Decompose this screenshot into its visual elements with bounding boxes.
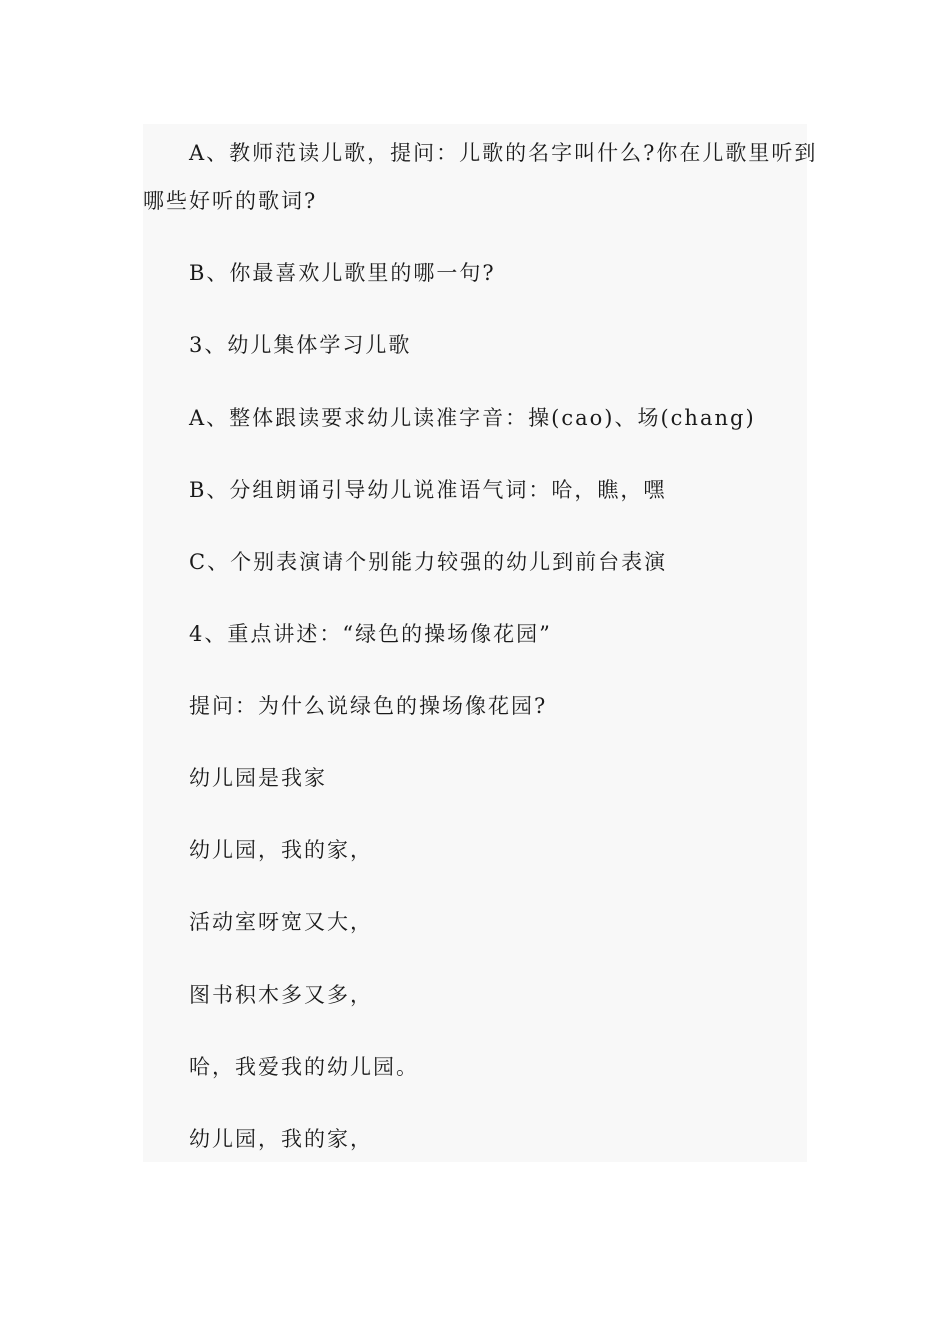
poem-line-5: 幼儿园，我的家， (189, 1127, 373, 1151)
poem-line-1: 幼儿园，我的家， (189, 838, 373, 862)
paragraph-line-6: C、个别表演请个别能力较强的幼儿到前台表演 (189, 550, 668, 574)
poem-line-3: 图书积木多又多， (189, 983, 373, 1007)
poem-line-2: 活动室呀宽又大， (189, 910, 373, 934)
paragraph-line-5: B、分组朗诵引导幼儿说准语气词：哈，瞧，嘿 (189, 478, 667, 502)
document-page (143, 124, 818, 1162)
section-heading-4: 4、重点讲述：“绿色的操场像花园” (189, 622, 552, 646)
paragraph-line-7: 提问：为什么说绿色的操场像花园? (189, 694, 548, 718)
paragraph-line-4: A、整体跟读要求幼儿读准字音：操(cao)、场(chang) (189, 406, 756, 430)
section-heading-3: 3、幼儿集体学习儿歌 (189, 333, 412, 357)
paragraph-line-3: B、你最喜欢儿歌里的哪一句? (189, 261, 496, 285)
poem-line-4: 哈，我爱我的幼儿园。 (189, 1055, 419, 1079)
paragraph-line-2: 哪些好听的歌词? (143, 189, 318, 213)
poem-title: 幼儿园是我家 (189, 766, 327, 790)
paragraph-line-1: A、教师范读儿歌，提问：儿歌的名字叫什么?你在儿歌里听到 (189, 141, 818, 165)
